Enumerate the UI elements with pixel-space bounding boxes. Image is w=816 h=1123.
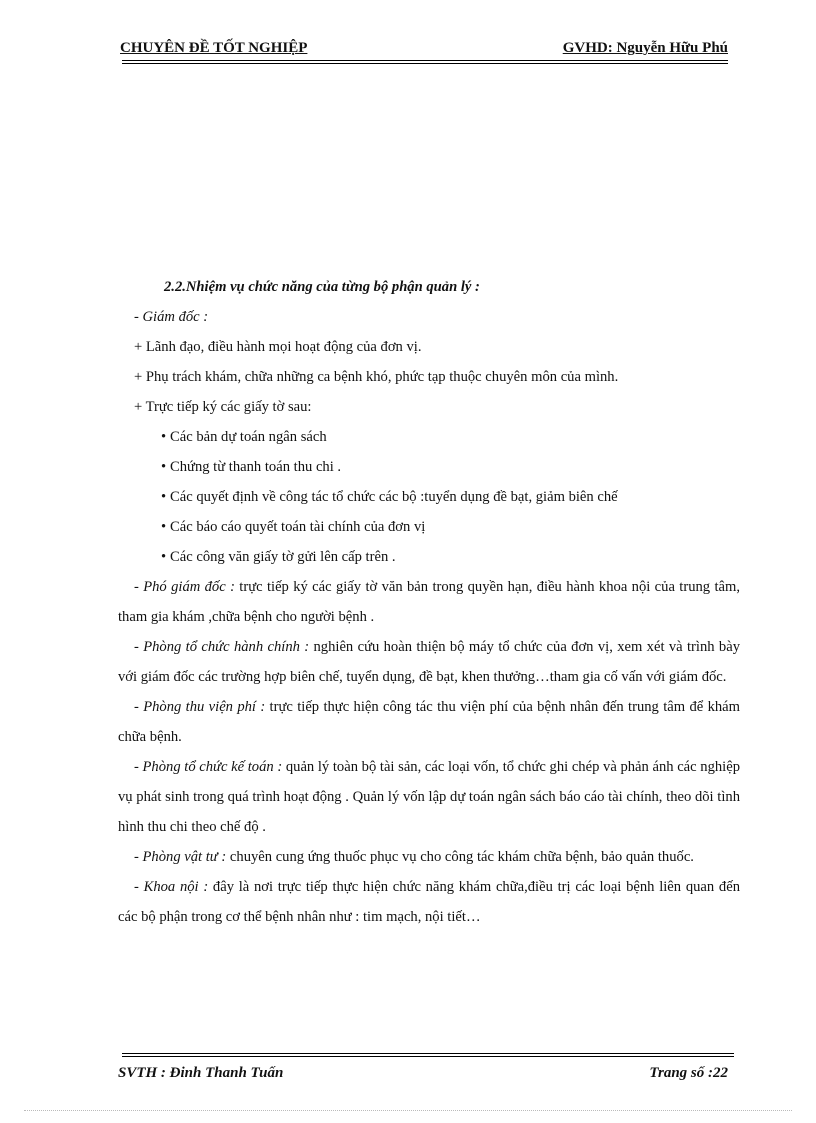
department-description: chuyên cung ứng thuốc phục vụ cho công tác khám chữa bệnh, bảo quản thuốc. [226, 849, 694, 865]
header-document-type: CHUYÊN ĐỀ TỐT NGHIỆP [120, 40, 308, 56]
department-label: - Phó giám đốc : [134, 579, 235, 595]
document-list-item [118, 422, 740, 452]
header-advisor: GVHD: Nguyễn Hữu Phú [562, 40, 728, 56]
footer-page-number: Trang số :22 [649, 1065, 728, 1081]
director-duty: + Phụ trách khám, chữa những ca bệnh khó, phức tạp thuộc chuyên môn của mình. [134, 369, 619, 385]
department-paragraph [118, 692, 740, 752]
bullet-icon: • [161, 459, 167, 475]
page-body [118, 272, 740, 932]
department-paragraph [118, 572, 740, 632]
page-footer [118, 1065, 728, 1089]
document-list-text: Các báo cáo quyết toán tài chính của đơn vị [170, 519, 426, 535]
document-list-item [118, 482, 740, 512]
header-divider [122, 60, 728, 64]
department-description: nghiên cứu hoàn thiện bộ máy tổ chức của đơn vị, xem xét và trình bày với giám đốc các trường hợp biên chế, tuyển dụng, đề bạt, khen thưởng…tham gia cố vấn với giám đốc. [118, 639, 740, 685]
department-label: - Phòng vật tư : [134, 849, 227, 865]
document-list-text: Các quyết định về công tác tổ chức các bộ :tuyển dụng đề bạt, giảm biên chế [170, 489, 618, 505]
bullet-icon: • [161, 549, 167, 565]
bullet-icon: • [161, 519, 167, 535]
director-label: - Giám đốc : [134, 309, 209, 325]
document-list-item [118, 512, 740, 542]
department-paragraph [118, 632, 740, 692]
document-list-item [118, 452, 740, 482]
document-list-text: Các bản dự toán ngân sách [170, 429, 327, 445]
bullet-icon: • [161, 489, 167, 505]
department-label: - Phòng tổ chức hành chính : [134, 639, 310, 655]
department-description: quản lý toàn bộ tài sản, các loại vốn, tổ chức ghi chép và phản ánh các nghiệp vụ phát sinh trong quá trình hoạt động . Quản lý vốn lập dự toán ngân sách báo cáo tài chính, theo dõi tình hình thu chi theo chế độ . [118, 759, 740, 835]
department-paragraph [118, 842, 740, 872]
department-label: - Khoa nội : [134, 879, 209, 895]
footer-divider [122, 1053, 734, 1057]
footer-student: SVTH : Đinh Thanh Tuấn [118, 1065, 284, 1081]
document-list-item [118, 542, 740, 572]
director-heading [118, 302, 740, 332]
document-list-text: Các công văn giấy tờ gửi lên cấp trên . [170, 549, 396, 565]
page-edge-divider [24, 1110, 792, 1111]
section-title: 2.2.Nhiệm vụ chức năng của từng bộ phận quản lý : [164, 279, 480, 295]
department-label: - Phòng tổ chức kế toán : [134, 759, 283, 775]
document-list-text: Chứng từ thanh toán thu chi . [170, 459, 342, 475]
bullet-icon: • [161, 429, 167, 445]
department-description: trực tiếp ký các giấy tờ văn bản trong quyền hạn, điều hành khoa nội của trung tâm, tham gia khám ,chữa bệnh cho người bệnh . [118, 579, 740, 625]
department-label: - Phòng thu viện phí : [134, 699, 266, 715]
director-duty: + Lãnh đạo, điều hành mọi hoạt động của đơn vị. [134, 339, 422, 355]
department-description: trực tiếp thực hiện công tác thu viện phí của bệnh nhân đến trung tâm để khám chữa bệnh. [118, 699, 740, 745]
director-duty: + Trực tiếp ký các giấy tờ sau: [134, 399, 312, 415]
department-description: đây là nơi trực tiếp thực hiện chức năng khám chữa,điều trị các loại bệnh liên quan đến các bộ phận trong cơ thể bệnh nhân như : tim mạch, nội tiết… [118, 879, 740, 925]
department-paragraph [118, 752, 740, 842]
department-paragraph [118, 872, 740, 932]
page-header [120, 38, 728, 62]
